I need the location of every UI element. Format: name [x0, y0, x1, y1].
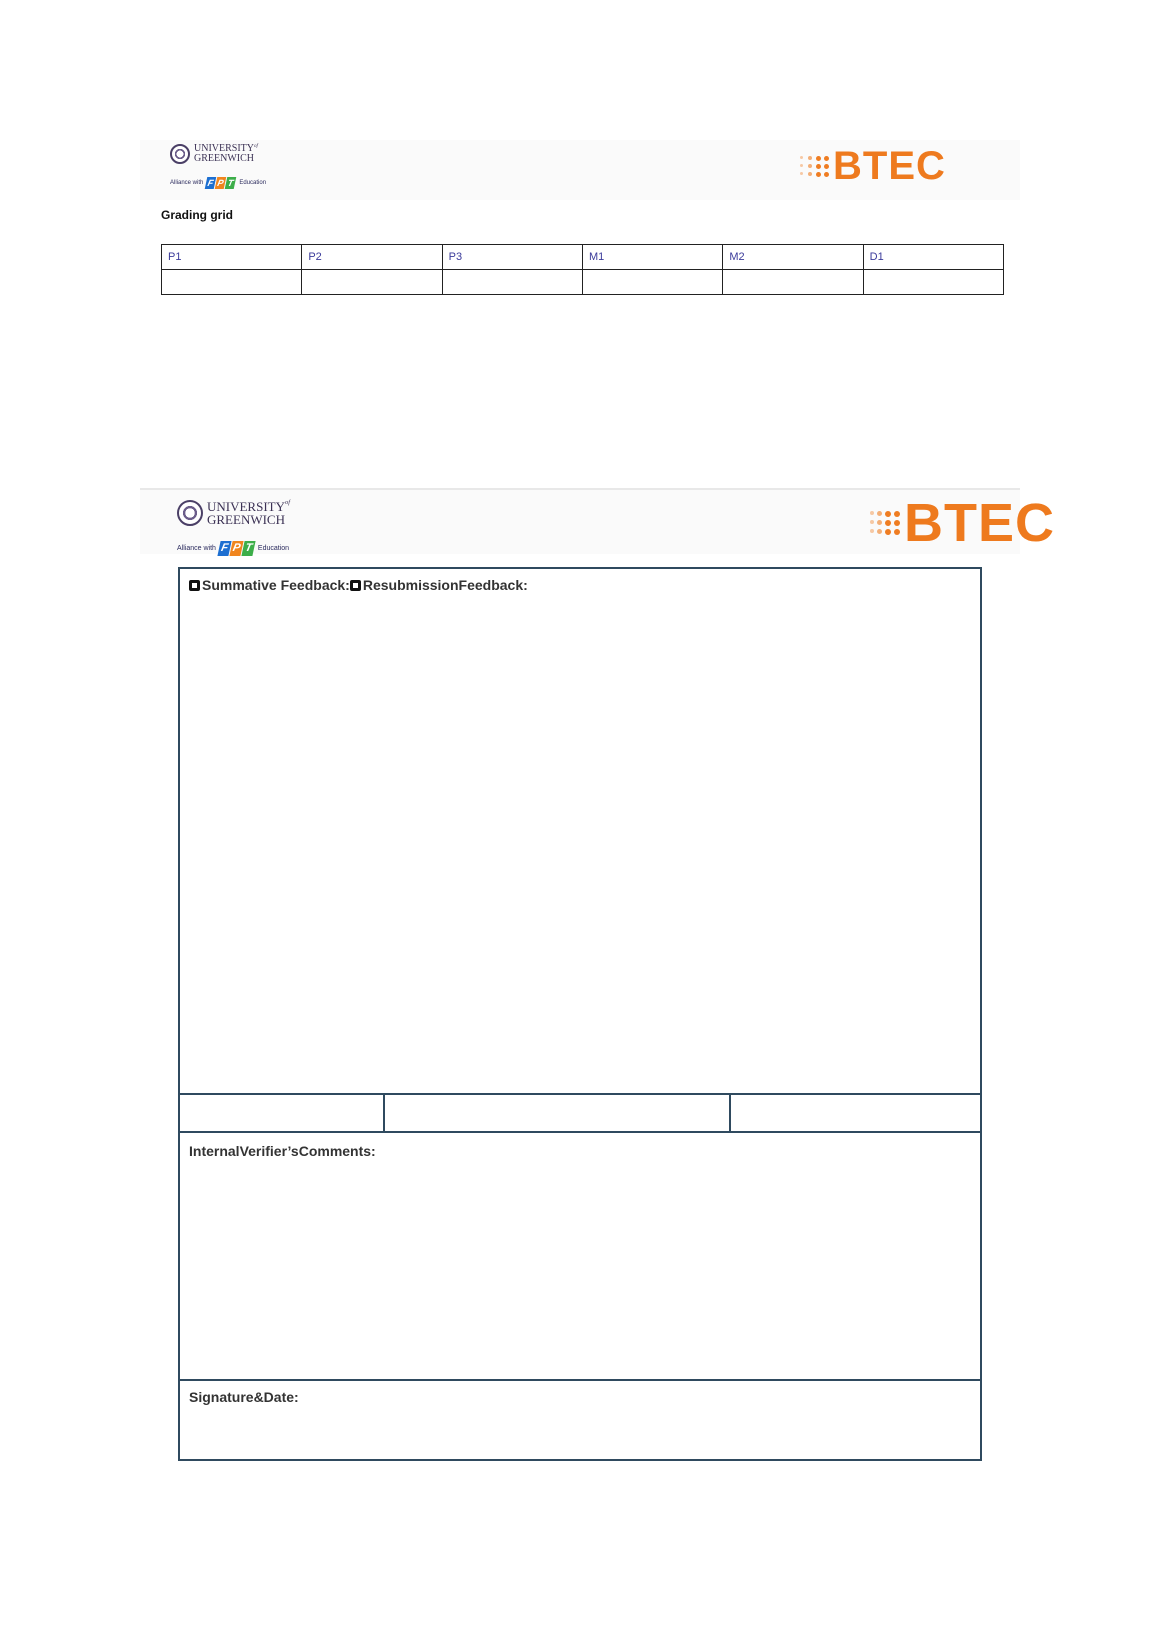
btec-wordmark: BTEC [904, 493, 1055, 553]
education-label: Education [257, 545, 290, 552]
grade-header-cell: D1 [863, 245, 1003, 270]
alliance-label: Alliance with [177, 545, 216, 552]
university-name [194, 144, 258, 164]
internal-verifier-comments-area[interactable] [180, 1167, 980, 1377]
grade-header-cell: P1 [162, 245, 302, 270]
btec-logo-bottom-clip [870, 493, 1055, 554]
grading-grid-table [161, 244, 1004, 295]
grade-header-cell: P2 [302, 245, 442, 270]
summative-label: Summative Feedback: [202, 577, 350, 593]
university-line1: UNIVERSITY [207, 499, 285, 514]
grading-grid-title: Grading grid [161, 208, 233, 222]
grade-value-cell[interactable] [863, 270, 1003, 295]
grade-info-row [180, 1093, 980, 1133]
education-label: Education [239, 180, 267, 186]
grade-value-cell[interactable] [302, 270, 442, 295]
university-name [207, 500, 290, 526]
resubmission-checkbox[interactable] [350, 580, 361, 591]
fpt-letter: F [207, 178, 215, 188]
alliance-fpt-top [170, 177, 266, 189]
fpt-letter: F [217, 541, 231, 556]
btec-logo-bottom [870, 493, 1055, 553]
feedback-text-area[interactable] [180, 599, 980, 1091]
grade-info-cell[interactable] [385, 1095, 729, 1131]
fpt-logo-icon [219, 541, 255, 556]
signature-divider [180, 1379, 980, 1381]
grading-header-row [162, 245, 1004, 270]
university-line1: UNIVERSITY [194, 143, 254, 154]
university-of: of [285, 499, 291, 506]
fpt-letter: P [216, 178, 225, 188]
university-of: of [254, 144, 258, 149]
fpt-logo-icon [206, 177, 236, 189]
university-crest-icon [177, 500, 203, 526]
feedback-form [178, 567, 982, 1461]
feedback-heading [189, 577, 528, 593]
grade-info-cell[interactable] [731, 1095, 980, 1131]
btec-dots-icon [800, 156, 829, 177]
grade-header-cell: M1 [582, 245, 722, 270]
university-line2: GREENWICH [207, 512, 285, 527]
university-logo-bottom [177, 500, 290, 526]
resubmission-label: ResubmissionFeedback: [362, 577, 528, 593]
signature-date-label: Signature&Date: [189, 1389, 299, 1405]
university-line2: GREENWICH [194, 153, 254, 164]
btec-dots-icon [870, 511, 900, 535]
university-logo-top [170, 144, 258, 164]
btec-wordmark: BTEC [833, 144, 946, 188]
university-crest-icon [170, 144, 190, 164]
grade-value-cell[interactable] [582, 270, 722, 295]
grade-header-cell: M2 [723, 245, 863, 270]
internal-verifier-label: InternalVerifier’sComments: [189, 1143, 376, 1159]
alliance-fpt-bottom [177, 541, 289, 556]
grade-value-cell[interactable] [162, 270, 302, 295]
signature-date-area[interactable] [180, 1413, 980, 1459]
fpt-letter: T [227, 178, 235, 188]
fpt-letter: T [241, 541, 255, 556]
summative-checkbox[interactable] [189, 580, 200, 591]
grade-value-cell[interactable] [723, 270, 863, 295]
btec-logo-top [800, 146, 946, 186]
grading-value-row [162, 270, 1004, 295]
grade-header-cell: P3 [442, 245, 582, 270]
grade-info-cell[interactable] [180, 1095, 383, 1131]
fpt-letter: P [229, 541, 243, 556]
grade-value-cell[interactable] [442, 270, 582, 295]
alliance-label: Alliance with [170, 180, 204, 186]
